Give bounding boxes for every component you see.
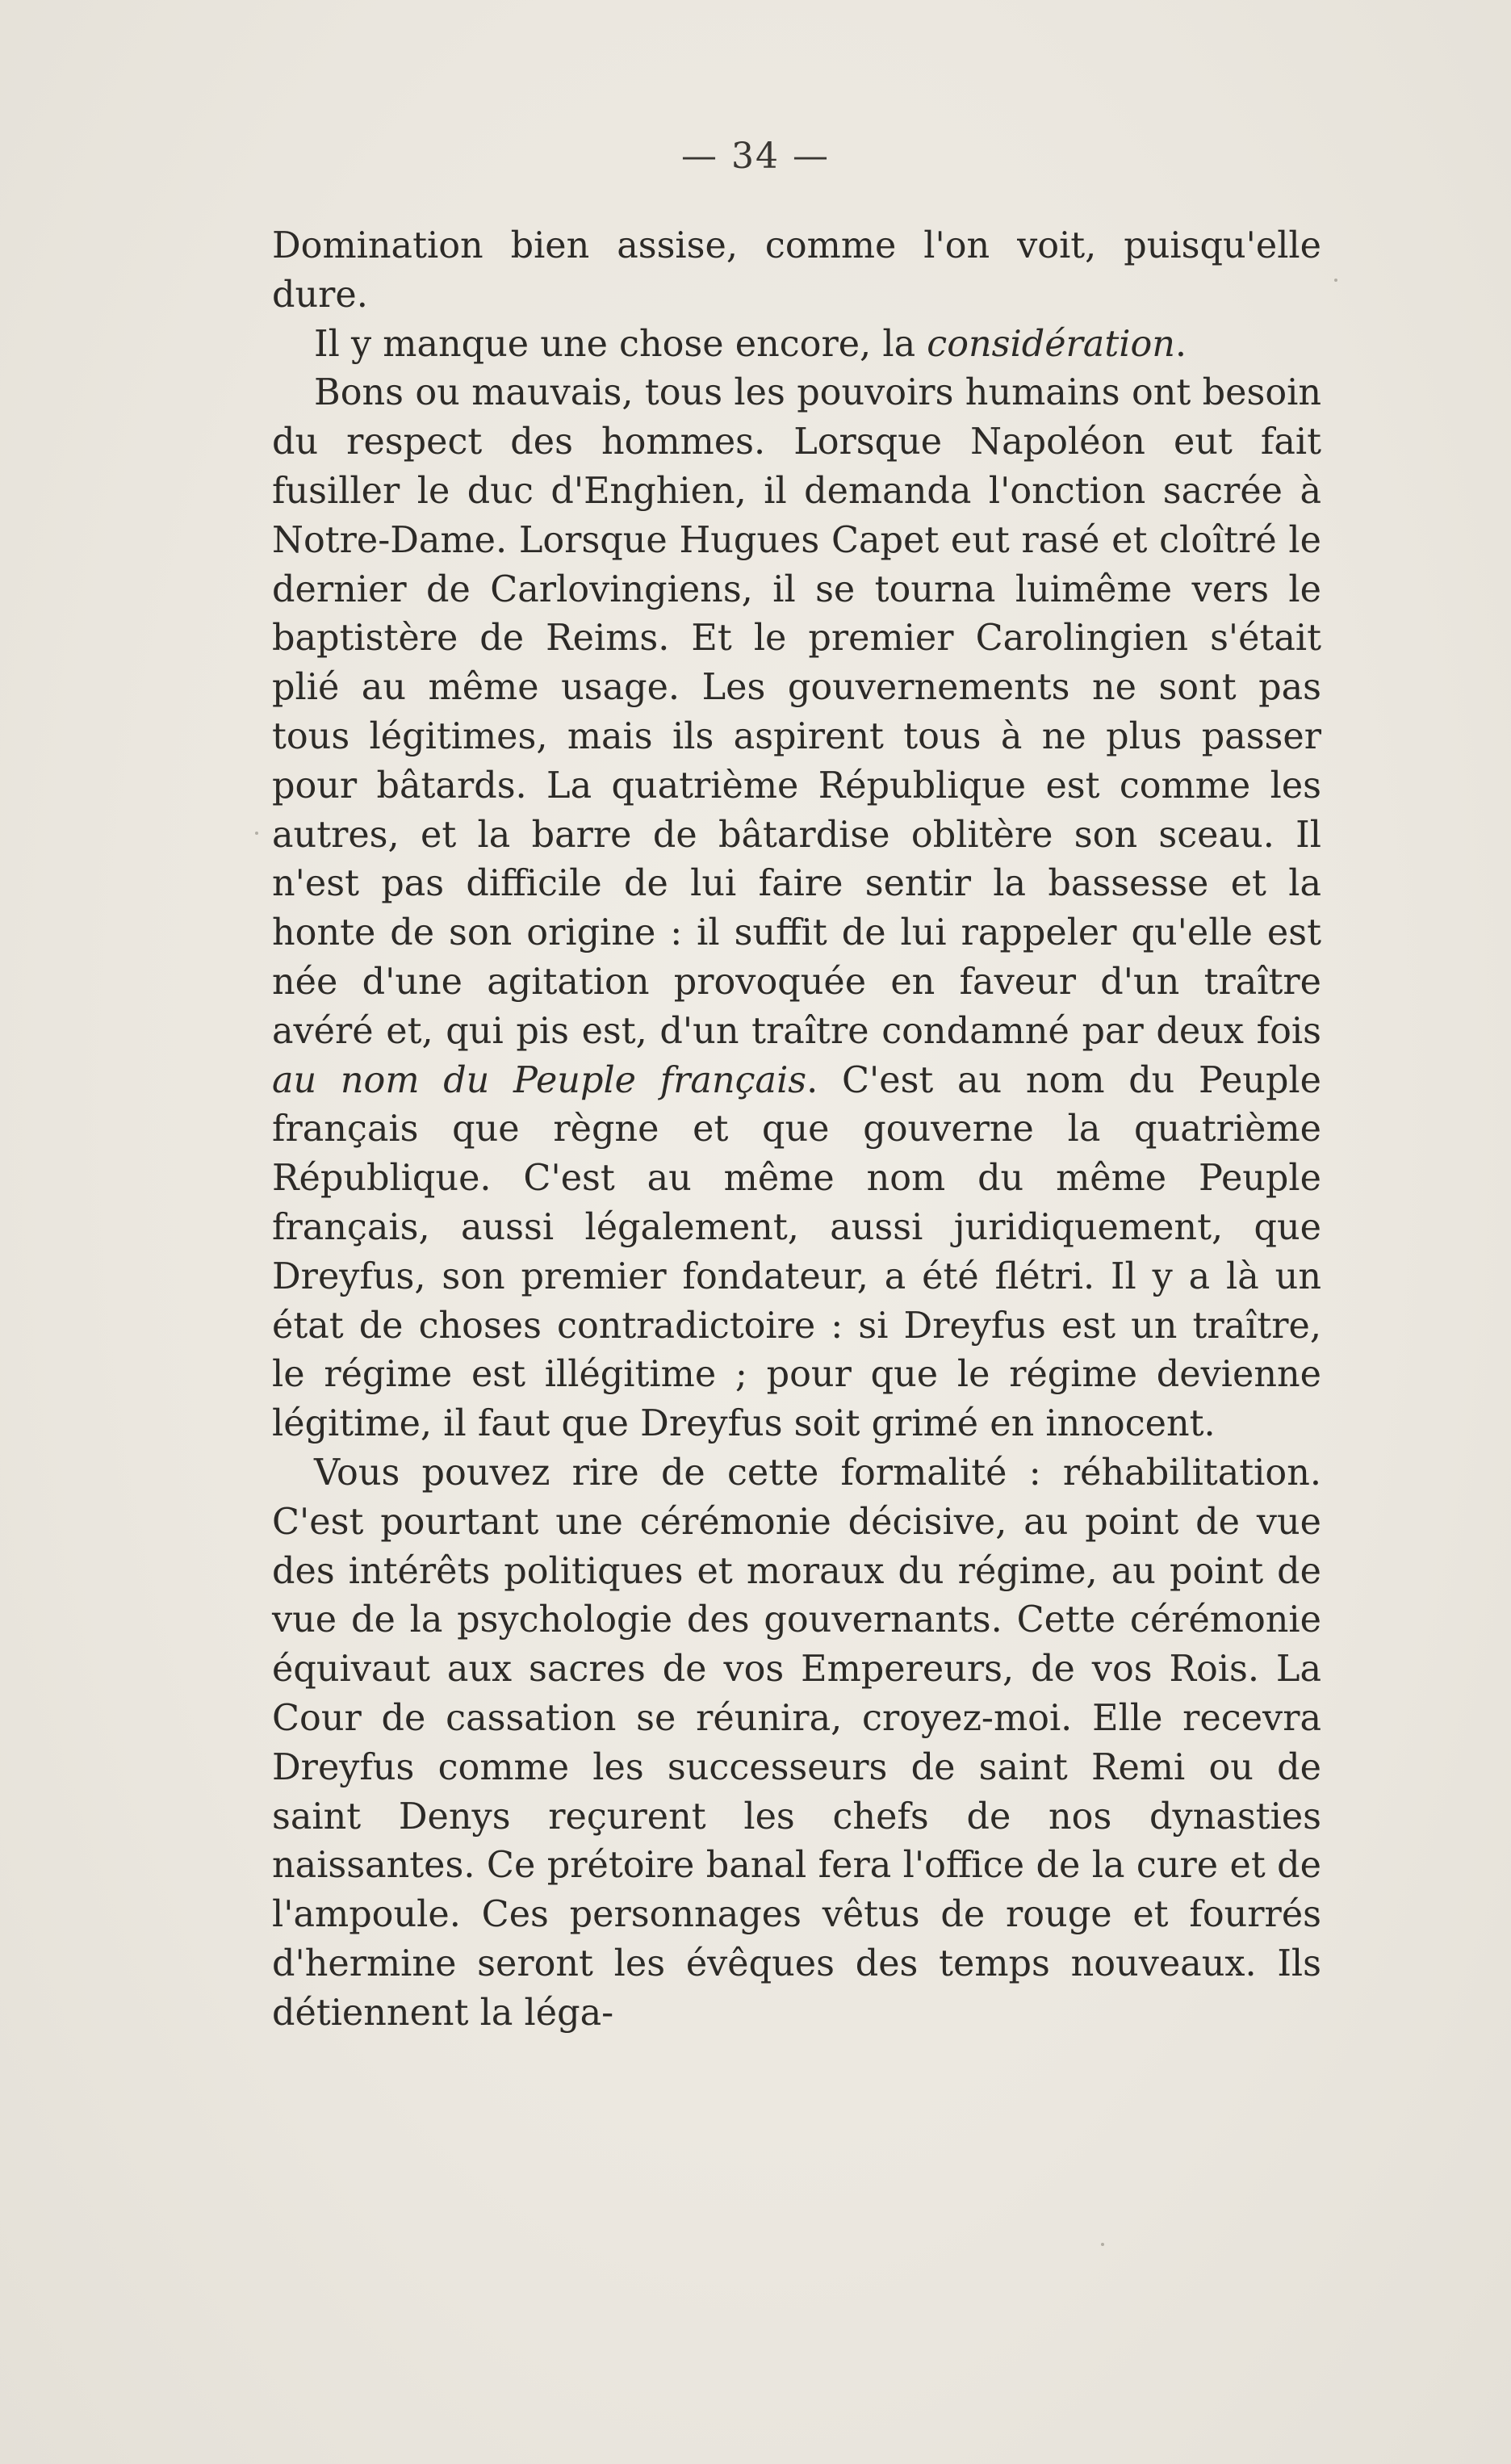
paragraph-consideration: [272, 321, 1321, 370]
paragraph-text: Vous pouvez rire de cette formalité : réhabilitation. C'est pourtant une cérémonie décisive, au point de vue des intérêts politiques et moraux du régime, au point de vue de la psychologie des gouvernants. Cette cérémonie équivaut aux sacres de vos Empereurs, de vos Rois. La Cour de cassation se réunira, croyez-moi. Elle recevra Dreyfus comme les successeurs de saint Remi ou de saint Denys reçurent les chefs de nos dynasties naissantes. Ce prétoire banal fera l'office de la cure et de l'ampoule. Ces personnages vêtus de rouge et fourrés d'hermine seront les évêques des temps nouveaux. Ils détiennent la léga-: [272, 1452, 1321, 2034]
paper-speck: [1101, 2243, 1104, 2246]
paragraph-text: Domination bien assise, comme l'on voit, puisqu'elle dure.: [272, 225, 1321, 316]
italic-emphasis: considération: [927, 323, 1175, 365]
paragraph-text: Bons ou mauvais, tous les pouvoirs humains ont besoin du respect des hommes. Lorsque Napoléon eut fait fusiller le duc d'Enghien, il demanda l'onction sacrée à Notre-Dame. Lorsque Hugues Capet eut rasé et cloîtré le dernier de Carlovingiens, il se tourna luimême vers le baptistère de Reims. Et le premier Carolingien s'était plié au même usage. Les gouvernements ne sont pas tous légitimes, mais ils aspirent tous à ne plus passer pour bâtards. La quatrième République est comme les autres, et la barre de bâtardise oblitère son sceau. Il n'est pas difficile de lui faire sentir la bassesse et la honte de son origine : il suffit de lui rappeler qu'elle est née d'une agitation provoquée en faveur d'un traître avéré et, qui pis est, d'un traître condamné par deux fois: [272, 372, 1321, 1052]
paragraph-domination: [272, 222, 1321, 321]
paper-speck: [255, 832, 258, 835]
paragraph-text: Il y manque une chose encore, la: [314, 323, 927, 365]
page-number: — 34 —: [681, 136, 830, 177]
italic-emphasis: au nom du Peuple français: [272, 1059, 807, 1101]
paragraph-pouvoirs: [272, 369, 1321, 1449]
paper-speck: [1334, 279, 1337, 282]
paragraph-text: .: [1174, 323, 1187, 365]
body-text: [272, 222, 1321, 2038]
paragraph-rehabilitation: [272, 1449, 1321, 2039]
paragraph-text: . C'est au nom du Peuple français que règne et que gouverne la quatrième République. C'est au même nom du même Peuple français, aussi légalement, aussi juridiquement, que Dreyfus, son premier fondateur, a été flétri. Il y a là un état de choses contradictoire : si Dreyfus est un traître, le régime est illégitime ; pour que le régime devienne légitime, il faut que Dreyfus soit grimé en innocent.: [272, 1059, 1322, 1445]
